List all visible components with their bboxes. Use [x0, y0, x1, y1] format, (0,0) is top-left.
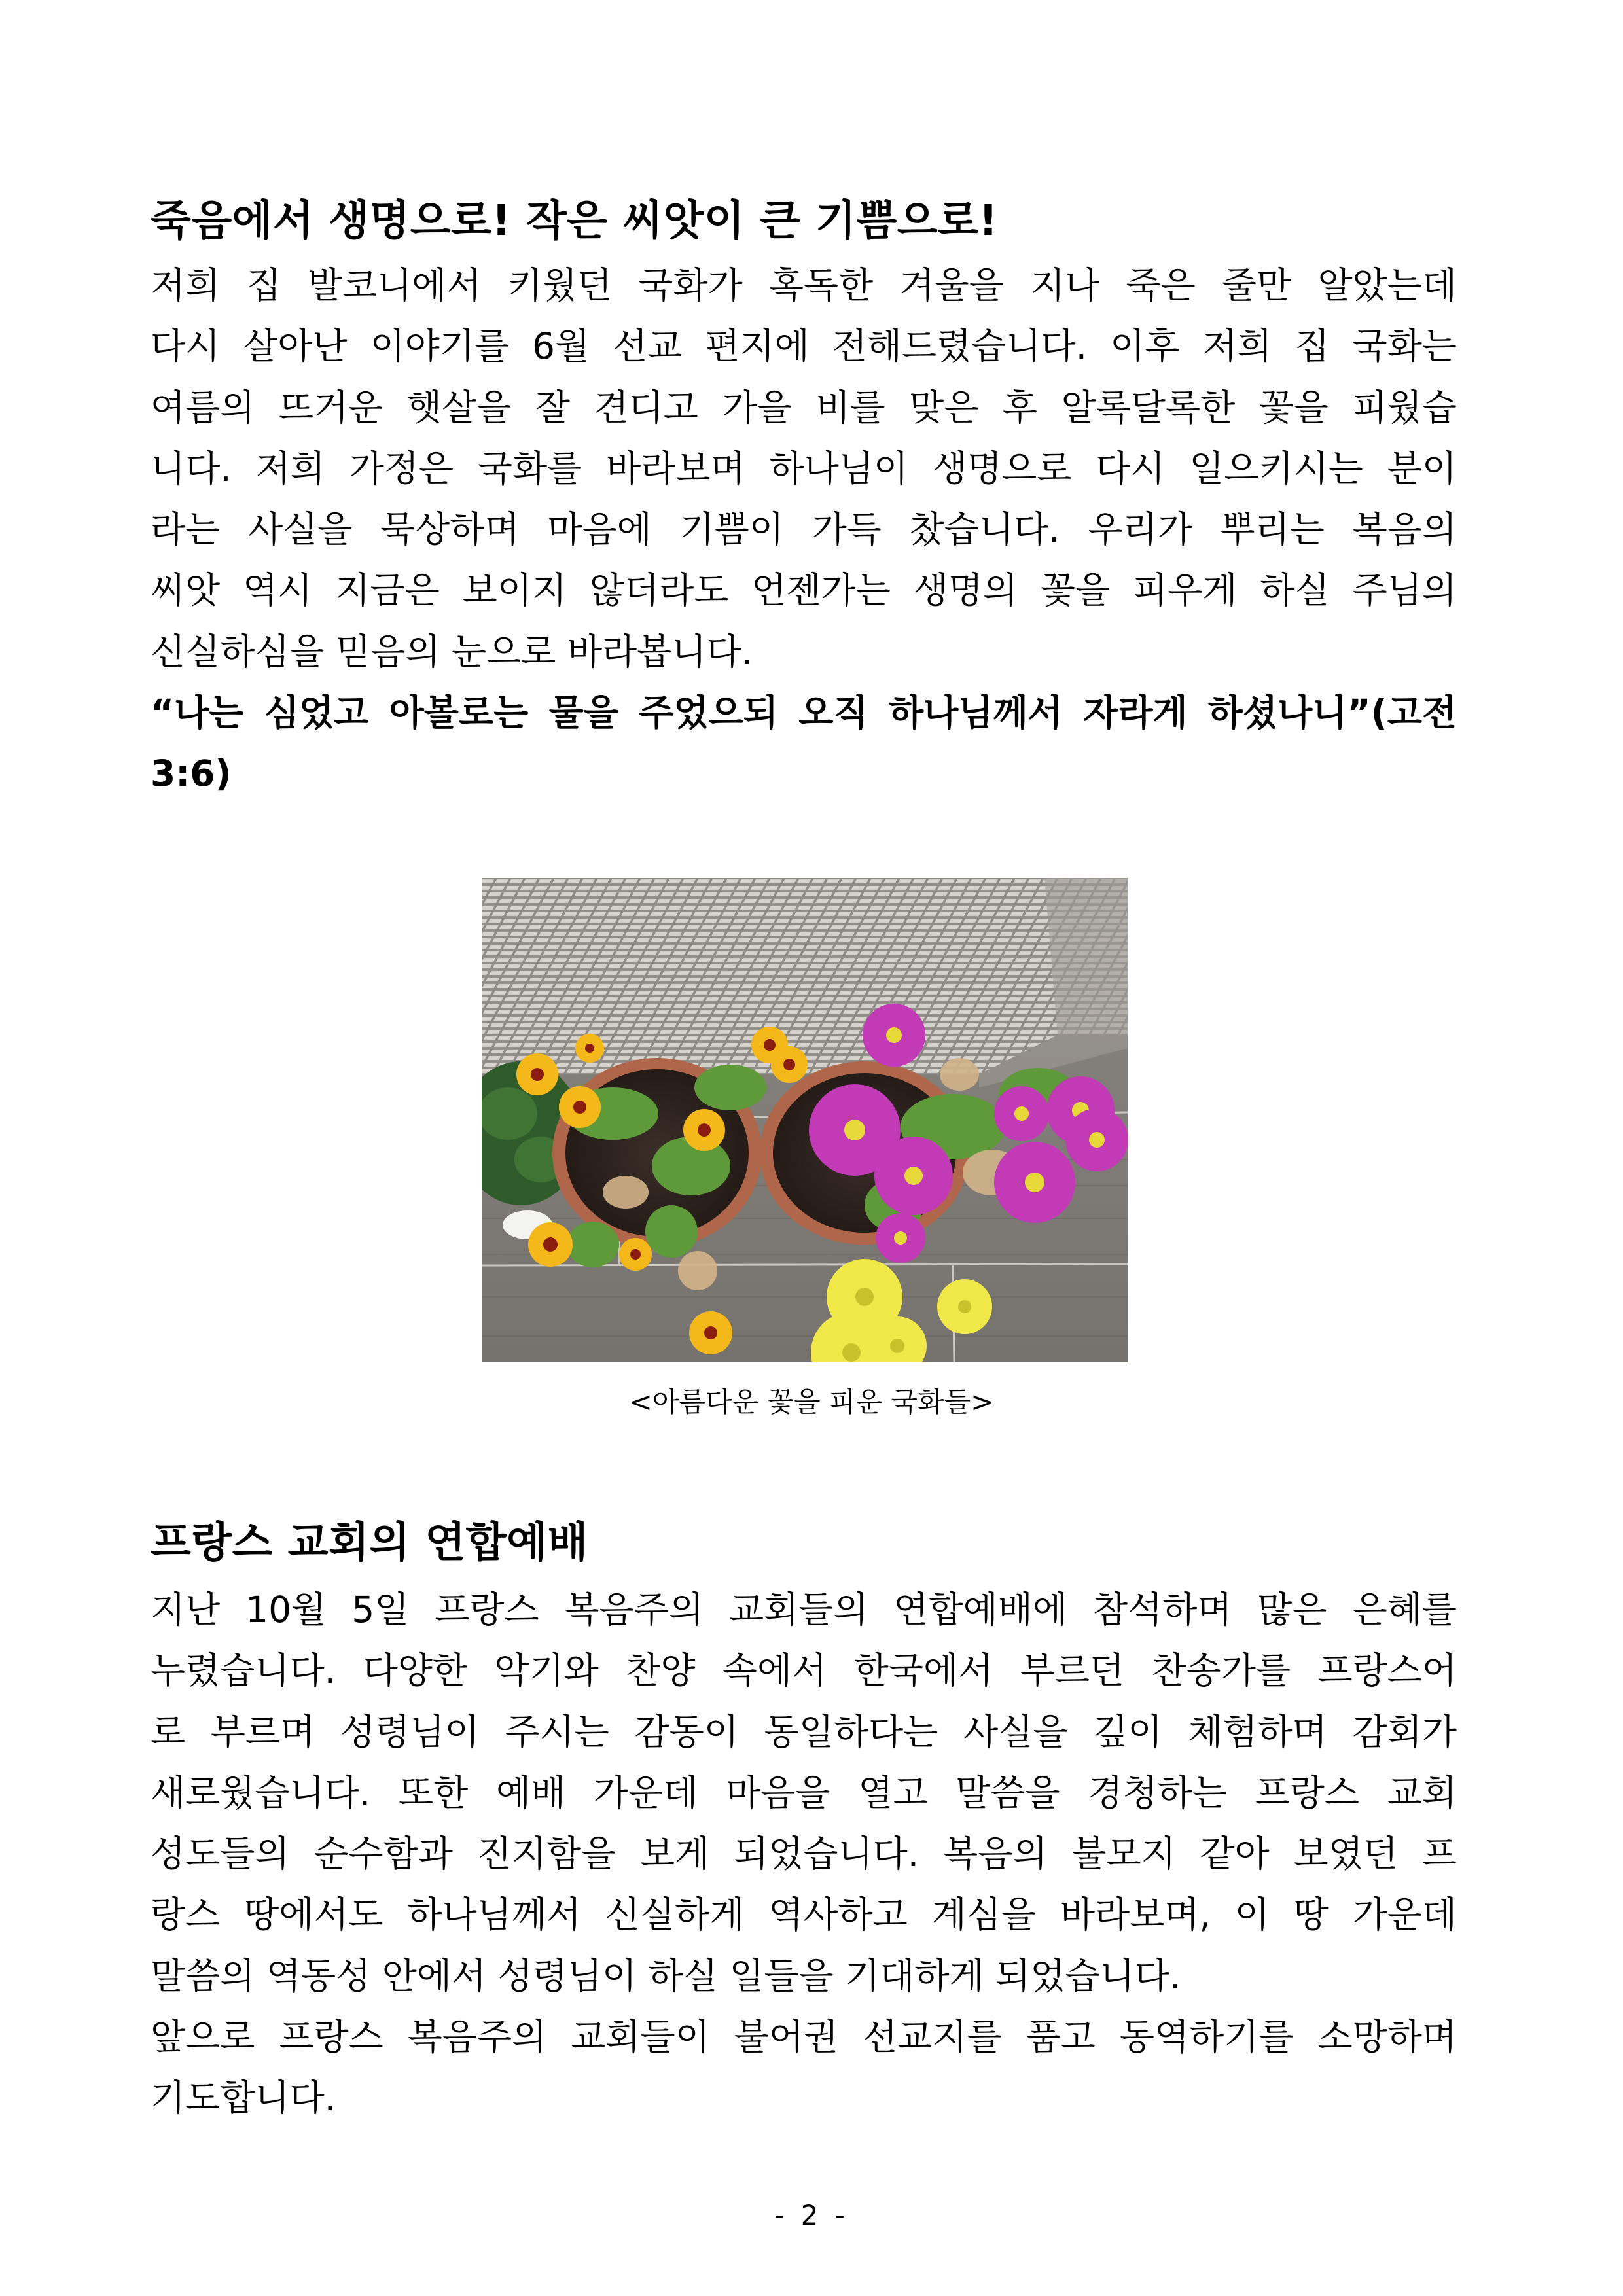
photo-illustration — [482, 878, 1128, 1362]
section-title: 죽음에서 생명으로! 작은 씨앗이 큰 기쁨으로! — [151, 197, 999, 245]
paragraph-line: 랑스 땅에서도 하나님께서 신실하게 역사하고 계심을 바라보며, 이 땅 가운데 — [151, 1894, 1457, 1936]
photo-caption: <아름다운 꽃을 피운 국화들> — [629, 1386, 994, 1418]
bible-quote-line: 3:6) — [151, 752, 232, 795]
paragraph-line: 기도합니다. — [151, 2077, 336, 2119]
paragraph-line: 신실하심을 믿음의 눈으로 바라봅니다. — [151, 630, 753, 673]
section-flowers-body — [151, 255, 1457, 805]
paragraph-line: 니다. 저희 가정은 국화를 바라보며 하나님이 생명으로 다시 일으키시는 분이 — [151, 447, 1457, 489]
paragraph-line: 다시 살아난 이야기를 6월 선교 편지에 전해드렸습니다. 이후 저희 집 국화는 — [151, 325, 1457, 368]
paragraph-line: 씨앗 역시 지금은 보이지 않더라도 언젠가는 생명의 꽃을 피우게 하실 주님의 — [151, 569, 1457, 612]
paragraph-line: 새로웠습니다. 또한 예배 가운데 마음을 열고 말씀을 경청하는 프랑스 교회 — [151, 1771, 1457, 1814]
paragraph-line: 지난 10월 5일 프랑스 복음주의 교회들의 연합예배에 참석하며 많은 은혜를 — [151, 1589, 1457, 1631]
paragraph-line: 저희 집 발코니에서 키웠던 국화가 혹독한 겨울을 지나 죽은 줄만 알았는데 — [151, 264, 1457, 306]
section-joint-worship — [151, 1513, 1457, 1574]
paragraph-line: 여름의 뜨거운 햇살을 잘 견디고 가을 비를 맞은 후 알록달록한 꽃을 피웠습 — [151, 386, 1457, 429]
paragraph-line: 앞으로 프랑스 복음주의 교회들이 불어권 선교지를 품고 동역하기를 소망하며 — [151, 2016, 1457, 2058]
section-title: 프랑스 교회의 연합예배 — [151, 1519, 588, 1567]
paragraph-line: 라는 사실을 묵상하며 마음에 기쁨이 가득 찼습니다. 우리가 뿌리는 복음의 — [151, 508, 1457, 551]
paragraph-line: 로 부르며 성령님이 주시는 감동이 동일하다는 사실을 깊이 체험하며 감회가 — [151, 1710, 1457, 1753]
paragraph-line: 누렸습니다. 다양한 악기와 찬양 속에서 한국에서 부르던 찬송가를 프랑스어 — [151, 1650, 1457, 1692]
page-number: - 2 - — [774, 2199, 849, 2231]
paragraph-line: 말씀의 역동성 안에서 성령님이 하실 일들을 기대하게 되었습니다. — [151, 1954, 1181, 1997]
chrysanthemum-photo — [482, 878, 1128, 1362]
bible-quote-line: “나는 심었고 아볼로는 물을 주었으되 오직 하나님께서 자라게 하셨나니”(고전 — [151, 692, 1457, 734]
section-joint-worship-body — [151, 1580, 1457, 2129]
paragraph-line: 성도들의 순수함과 진지함을 보게 되었습니다. 복음의 불모지 같아 보였던 프 — [151, 1833, 1457, 1875]
section-flowers — [151, 191, 1457, 252]
